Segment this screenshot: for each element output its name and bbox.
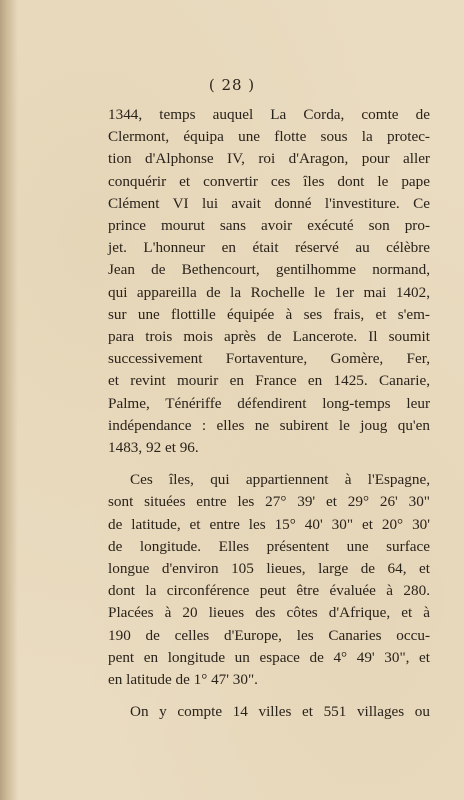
- text-line: pent en longitude un espace de 4° 49' 30", et: [108, 648, 430, 666]
- text-line: dont la circonférence peut être évaluée à 280.: [108, 582, 430, 600]
- text-line: Clément VI lui avait donné l'investiture. Ce: [108, 194, 430, 212]
- paragraph-gap: [108, 691, 430, 701]
- text-line: para trois mois après de Lancerote. Il soumit: [108, 328, 430, 346]
- text-line: prince mourut sans avoir exécuté son pro-: [108, 217, 430, 235]
- text-line: Ces îles, qui appartiennent à l'Espagne,: [130, 471, 430, 489]
- text-line: On y compte 14 villes et 551 villages ou: [130, 703, 430, 721]
- text-line: 190 de celles d'Europe, les Canaries occu-: [108, 626, 430, 644]
- page-number: ( 28 ): [208, 76, 256, 94]
- text-line: Placées à 20 lieues des côtes d'Afrique, et à: [108, 604, 430, 622]
- text-line: et revint mourir en France en 1425. Canarie,: [108, 372, 430, 390]
- text-line: de latitude, et entre les 15° 40' 30" et 20° 30': [108, 515, 430, 533]
- text-line: qui appareilla de la Rochelle le 1er mai 1402,: [108, 283, 430, 301]
- text-line: Palme, Ténériffe défendirent long-temps leur: [108, 394, 430, 412]
- text-line: Clermont, équipa une flotte sous la protec-: [108, 128, 430, 146]
- text-line: de longitude. Elles présentent une surface: [108, 537, 430, 555]
- text-line: successivement Fortaventure, Gomère, Fer,: [108, 350, 430, 368]
- text-line: sont situées entre les 27° 39' et 29° 26' 30": [108, 493, 430, 511]
- text-line: sur une flottille équipée à ses frais, et s'em-: [108, 305, 430, 323]
- text-line: 1483, 92 et 96.: [108, 439, 199, 457]
- page-gutter-shadow: [0, 0, 18, 800]
- text-line: conquérir et convertir ces îles dont le pape: [108, 172, 430, 190]
- text-line: Jean de Bethencourt, gentilhomme normand,: [108, 261, 430, 279]
- text-line: jet. L'honneur en était réservé au célèbre: [108, 239, 430, 257]
- body-text: [108, 104, 430, 723]
- text-line: tion d'Alphonse IV, roi d'Aragon, pour aller: [108, 150, 430, 168]
- text-line: 1344, temps auquel La Corda, comte de: [108, 106, 430, 123]
- text-line: indépendance : elles ne subirent le joug qu'en: [108, 416, 430, 434]
- text-line: en latitude de 1° 47' 30".: [108, 671, 258, 689]
- text-line: longue d'environ 105 lieues, large de 64, et: [108, 560, 430, 578]
- paragraph-gap: [108, 459, 430, 469]
